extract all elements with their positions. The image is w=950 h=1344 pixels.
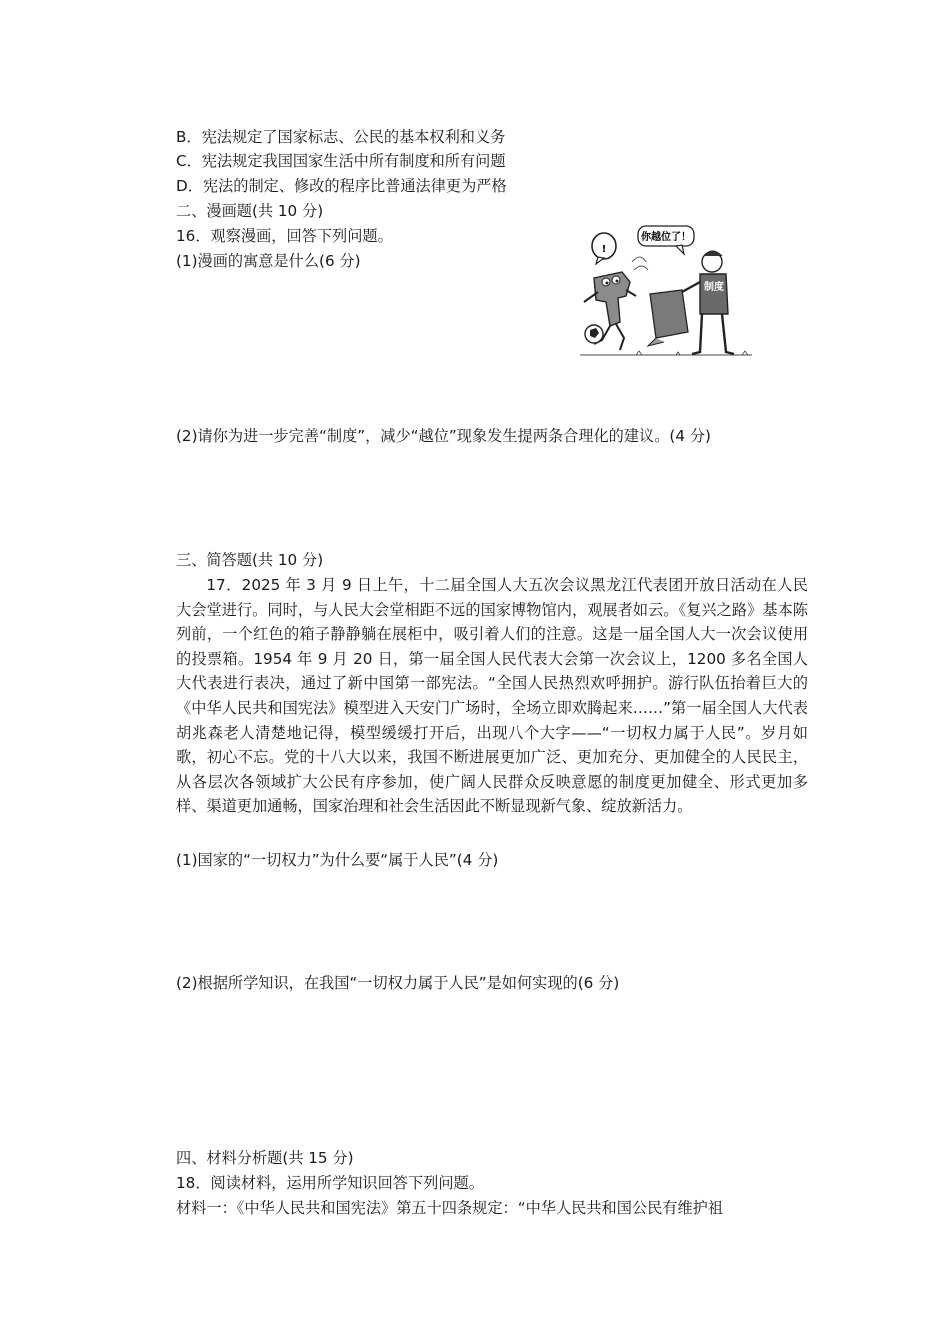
option-d: D．宪法的制定、修改的程序比普通法律更为严格 (176, 177, 507, 195)
question-17-part-1: (1)国家的“一切权力”为什么要“属于人民”(4 分) (176, 851, 499, 869)
question-18: 18．阅读材料，运用所学知识回答下列问题。 (176, 1174, 484, 1192)
section-heading-material: 四、材料分析题(共 15 分) (176, 1149, 354, 1167)
comic-illustration (576, 222, 756, 362)
material-one: 材料一：《中华人民共和国宪法》第五十四条规定：“中华人民共和国公民有维护祖 (176, 1199, 724, 1217)
question-16: 16．观察漫画，回答下列问题。 (176, 227, 393, 245)
question-16-part-1: (1)漫画的寓意是什么(6 分) (176, 252, 361, 270)
option-b: B．宪法规定了国家标志、公民的基本权利和义务 (176, 128, 506, 146)
question-16-part-2: (2)请你为进一步完善“制度”，减少“越位”现象发生提两条合理化的建议。(4 分) (176, 427, 711, 445)
section-heading-comic: 二、漫画题(共 10 分) (176, 202, 324, 220)
question-17-part-2: (2)根据所学知识，在我国“一切权力属于人民”是如何实现的(6 分) (176, 974, 620, 992)
section-heading-short-answer: 三、简答题(共 10 分) (176, 551, 324, 569)
question-17-passage: 17．2025 年 3 月 9 日上午，十二届全国人大五次会议黑龙江代表团开放日活动在人民大会堂进行。同时，与人民大会堂相距不远的国家博物馆内，观展者如云。《复兴之路》基本陈列前，一个红色的箱子静静躺在展柜中，吸引着人们的注意。这是一届全国人大一次会议使用的投票箱。1954 年 9 月 20 日，第一届全国人民代表大会第一次会议上，1200 多名全国人大代表进行表决，通过了新中国第一部宪法。“全国人民热烈欢呼拥护。游行队伍抬着巨大的《中华人民共和国宪法》模型进入天安门广场时，全场立即欢腾起来……”第一届全国人大代表胡兆森老人清楚地记得，模型缓缓打开后，出现八个大字——“一切权力属于人民”。岁月如歌，初心不忘。党的十八大以来，我国不断进展更加广泛、更加充分、更加健全的人民民主，从各层次各领域扩大公民有序参加，使广阔人民群众反映意愿的制度更加健全、形式更加多样、渠道更加通畅，国家治理和社会生活因此不断显现新气象、绽放新活力。 (176, 576, 808, 816)
exclaim-mark: ! (601, 244, 607, 255)
option-c: C．宪法规定我国国家生活中所有制度和所有问题 (176, 152, 506, 170)
speech-bubble-text: 你越位了！ (641, 232, 691, 243)
referee-label: 制度 (704, 282, 724, 293)
